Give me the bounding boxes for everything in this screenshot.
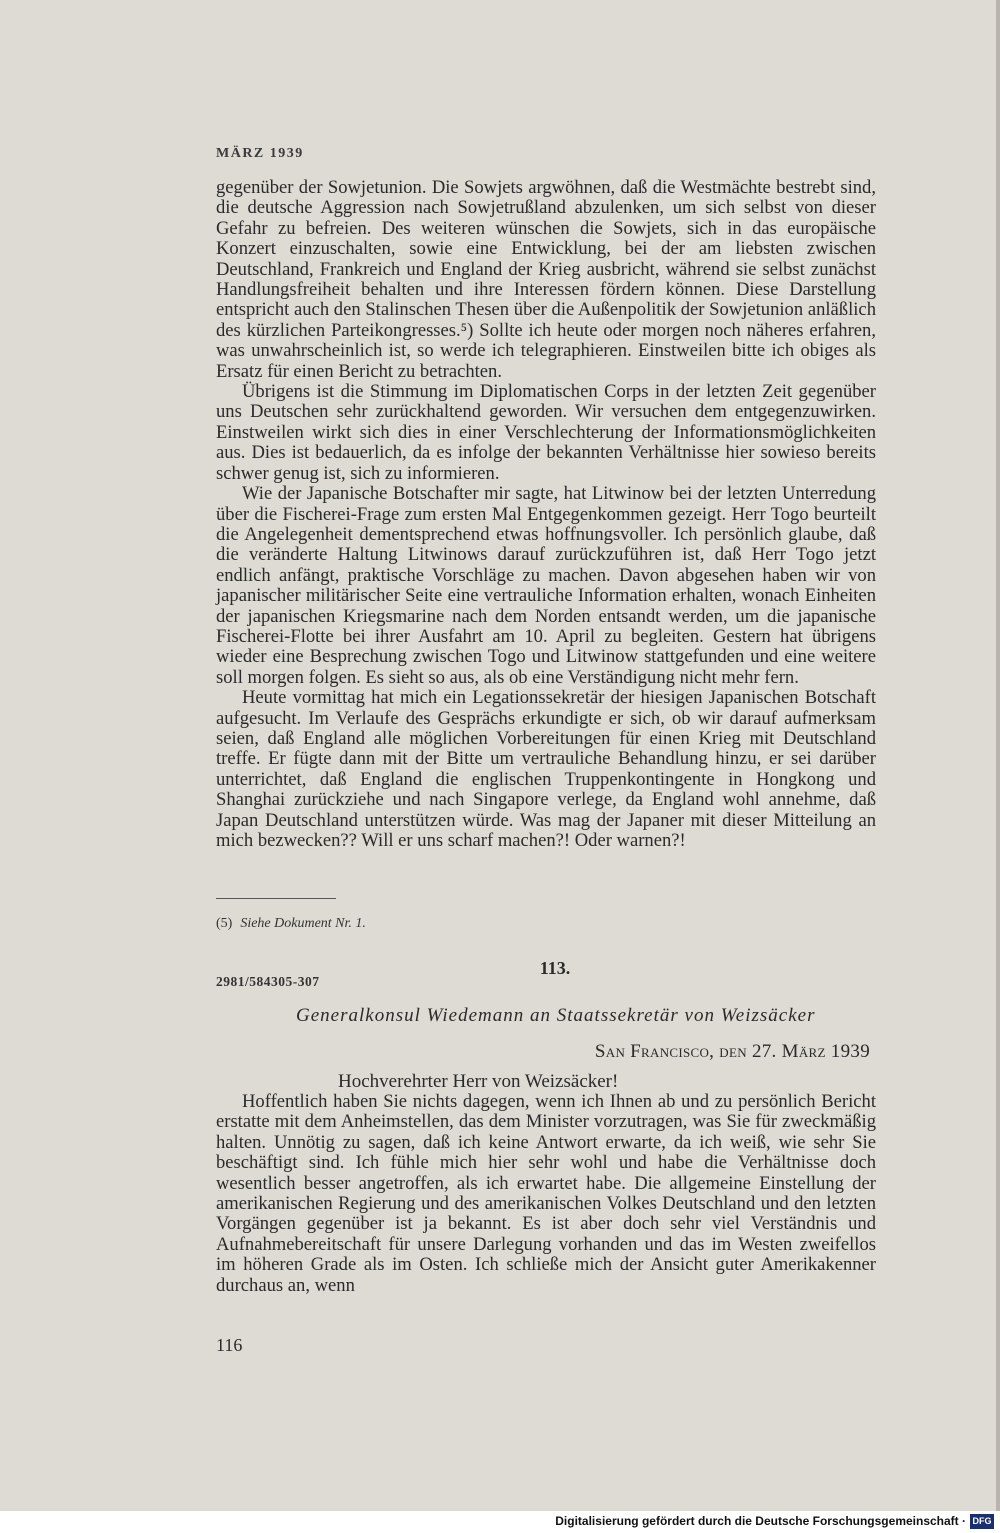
- document-number: 113.: [539, 958, 571, 978]
- footnote-number: (5): [216, 916, 233, 931]
- film-reference: 2981/584305-307: [216, 974, 320, 989]
- banner-text: Digitalisierung gefördert durch die Deutsche Forschungsgemeinschaft ·: [555, 1514, 966, 1528]
- letter-body: [216, 1092, 876, 1296]
- footnote: [216, 916, 366, 932]
- funding-banner: [0, 1511, 1000, 1533]
- salutation: Hochverehrter Herr von Weizsäcker!: [338, 1071, 619, 1092]
- paragraph: Heute vormittag hat mich ein Legationssekretär der hiesigen Japanischen Botschaft aufgesucht. Im Verlaufe des Gesprächs erkundigte er sich, ob wir darauf aufmerksam seien, daß England alle möglichen Vorbereitungen für einen Krieg mit Deutschland treffe. Er fügte dann mit der Bitte um vertrauliche Behandlung hinzu, er sei darüber unterrichtet, daß England die englischen Truppenkontingente in Hongkong und Shanghai zurückziehe und nach Singapore verlege, da England wohl annehme, daß Japan Deutschland unterstützen würde. Was mag der Japaner mit dieser Mitteilung an mich bezwecken?? Will er uns scharf machen?! Oder warnen?!: [216, 687, 876, 851]
- paragraph: Hoffentlich haben Sie nichts dagegen, wenn ich Ihnen ab und zu persönlich Bericht erstatte mit dem Anheimstellen, das dem Minister vorzutragen, was Sie für zweckmäßig halten. Unnötig zu sagen, daß ich keine Antwort erwarte, da ich weiß, wie sehr Sie beschäftigt sind. Ich fühle mich hier sehr wohl und habe die Verhältnisse doch wesentlich besser angetroffen, als ich erwartet habe. Die allgemeine Einstellung der amerikanischen Regierung und des amerikanischen Volkes Deutschland und den letzten Vorgängen gegenüber ist ja bekannt. Es ist aber doch sehr viel Verständnis und Aufnahmebereitschaft für unsere Darlegung vorhanden und das im Westen zweifellos im höheren Grade als im Osten. Ich schließe mich der Ansicht guter Amerikakenner durchaus an, wenn: [216, 1091, 876, 1296]
- paragraph: Übrigens ist die Stimmung im Diplomatischen Corps in der letzten Zeit gegenüber uns Deutschen sehr zurückhaltend geworden. Wir versuchen dem entgegenzuwirken. Einstweilen wirkt sich dies in einer Verschlechterung der Informationsmöglichkeiten aus. Dies ist bedauerlich, da es infolge der bekannten Verhältnisse hier sowieso bereits schwer genug ist, sich zu informieren.: [216, 381, 876, 484]
- dfg-logo-icon: DFG: [970, 1514, 994, 1529]
- running-head: MÄRZ 1939: [216, 146, 304, 161]
- footnote-divider: [216, 898, 336, 899]
- dateline: San Francisco, den 27. März 1939: [594, 1041, 870, 1062]
- page-number: 116: [216, 1335, 243, 1355]
- footnote-text: Siehe Dokument Nr. 1.: [240, 916, 366, 931]
- document-title: Generalkonsul Wiedemann an Staatssekretär von Weizsäcker: [296, 1005, 816, 1026]
- continuation-text: [216, 178, 876, 851]
- paragraph: Wie der Japanische Botschafter mir sagte, hat Litwinow bei der letzten Unterredung über die Fischerei-Frage zum ersten Mal Entgegenkommen gezeigt. Herr Togo beurteilt die Angelegenheit dementsprechend etwas hoffnungsvoller. Ich persönlich glaube, daß die veränderte Haltung Litwinows darauf zurückzuführen ist, daß Herr Togo jetzt endlich anfängt, praktische Vorschläge zu machen. Davon abgesehen haben wir von japanischer militärischer Seite eine vertrauliche Information erhalten, wonach Einheiten der japanischen Kriegsmarine nach dem Norden entsandt werden, um die japanische Fischerei-Flotte bei ihrer Ausfahrt am 10. April zu begleiten. Gestern hat übrigens wieder eine Besprechung zwischen Togo und Litwinow stattgefunden und eine weitere soll morgen folgen. Es sieht so aus, als ob eine Verständigung nicht mehr fern.: [216, 483, 876, 688]
- paragraph: gegenüber der Sowjetunion. Die Sowjets argwöhnen, daß die Westmächte bestrebt sind, die deutsche Aggression nach Sowjetrußland abzulenken, um sich selbst von dieser Gefahr zu befreien. Des weiteren wünschen die Sowjets, sich in das europäische Konzert einzuschalten, sowie eine Entwicklung, bei der am liebsten zwischen Deutschland, Frankreich und England der Krieg ausbricht, während sie selbst zunächst Handlungsfreiheit behalten und ihre Interessen fördern können. Diese Darstellung entspricht auch den Stalinschen Thesen über die Außenpolitik der Sowjetunion anläßlich des kürzlichen Parteikongresses.⁵) Sollte ich heute oder morgen noch näheres erfahren, was unwahrscheinlich ist, so werde ich telegraphieren. Einstweilen bitte ich obiges als Ersatz für einen Bericht zu betrachten.: [216, 177, 876, 382]
- page-edge: [996, 0, 1000, 1511]
